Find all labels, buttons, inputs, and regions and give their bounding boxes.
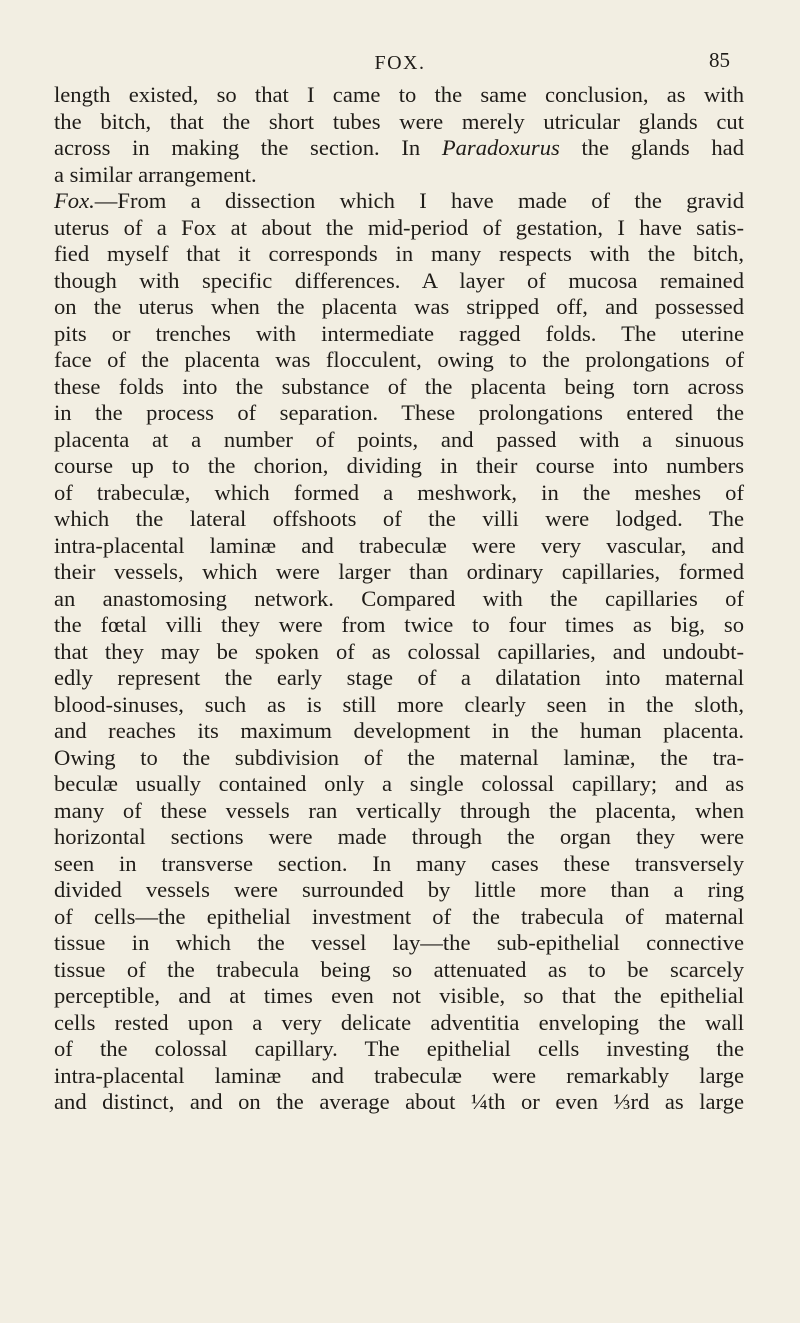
running-title: FOX. (374, 52, 426, 74)
text-line: intra-placental laminæ and trabeculæ were remarkably large (54, 1062, 744, 1088)
text-line: face of the placenta was flocculent, owing to the prolongations of (54, 347, 744, 372)
text-line (54, 188, 744, 215)
text-line: and reaches its maximum development in the human placenta. (54, 718, 744, 743)
text-line: of cells—the epithelial investment of the trabecula of maternal (54, 903, 744, 929)
text-line: cells rested upon a very delicate adventitia enveloping the wall (54, 1009, 744, 1035)
text-line: these folds into the substance of the placenta being torn across (54, 373, 744, 399)
text-line: which the lateral offshoots of the villi were lodged. The (54, 506, 744, 531)
text-line: though with specific differences. A layer of mucosa remained (54, 267, 744, 293)
text-line: an anastomosing network. Compared with the capillaries of (54, 585, 744, 611)
text-line: uterus of a Fox at about the mid-period of gestation, I have satis- (54, 214, 744, 240)
text-line: many of these vessels ran vertically through the placenta, when (54, 797, 744, 823)
section-heading-fox: Fox. (54, 188, 95, 213)
text-line: intra-placental laminæ and trabeculæ were very vascular, and (54, 532, 744, 558)
text-line: divided vessels were surrounded by little more than a ring (54, 877, 744, 902)
text-run: —From a dissection which I have made of the gravid (94, 188, 744, 213)
body-text (54, 82, 744, 1116)
text-line: length existed, so that I came to the same conclusion, as with (54, 82, 744, 107)
text-line: blood-sinuses, such as is still more clearly seen in the sloth, (54, 691, 744, 717)
text-line: their vessels, which were larger than ordinary capillaries, formed (54, 559, 744, 584)
text-line: Owing to the subdivision of the maternal laminæ, the tra- (54, 744, 744, 770)
text-run: across in making the section. In (54, 135, 442, 160)
text-line: of the colossal capillary. The epithelial cells investing the (54, 1036, 744, 1061)
text-line: edly represent the early stage of a dilatation into maternal (54, 665, 744, 690)
text-line (54, 135, 744, 162)
text-line: fied myself that it corresponds in many respects with the bitch, (54, 241, 744, 266)
text-line: the bitch, that the short tubes were merely utricular glands cut (54, 108, 744, 134)
text-line: perceptible, and at times even not visible, so that the epithelial (54, 983, 744, 1008)
text-line: that they may be spoken of as colossal capillaries, and undoubt- (54, 638, 744, 664)
text-line: and distinct, and on the average about ¼th or even ⅓rd as large (54, 1089, 744, 1114)
text-line: tissue in which the vessel lay—the sub-epithelial connective (54, 930, 744, 955)
text-line: seen in transverse section. In many cases these transversely (54, 850, 744, 876)
running-head (0, 50, 800, 80)
text-line: placenta at a number of points, and passed with a sinuous (54, 426, 744, 452)
text-line: of trabeculæ, which formed a meshwork, in the meshes of (54, 479, 744, 505)
text-line: on the uterus when the placenta was stripped off, and possessed (54, 294, 744, 319)
text-line: a similar arrangement. (54, 161, 257, 187)
text-line: horizontal sections were made through the organ they were (54, 824, 744, 849)
text-line: the fœtal villi they were from twice to four times as big, so (54, 612, 744, 637)
text-line: pits or trenches with intermediate ragged folds. The uterine (54, 320, 744, 346)
text-line: course up to the chorion, dividing in their course into numbers (54, 453, 744, 478)
text-line: in the process of separation. These prolongations entered the (54, 400, 744, 425)
italic-genus-name: Paradoxurus (441, 135, 560, 160)
text-run: the glands had (559, 135, 744, 160)
page-number: 85 (709, 48, 730, 72)
text-line: tissue of the trabecula being so attenuated as to be scarcely (54, 956, 744, 982)
text-line: beculæ usually contained only a single colossal capillary; and as (54, 771, 744, 796)
